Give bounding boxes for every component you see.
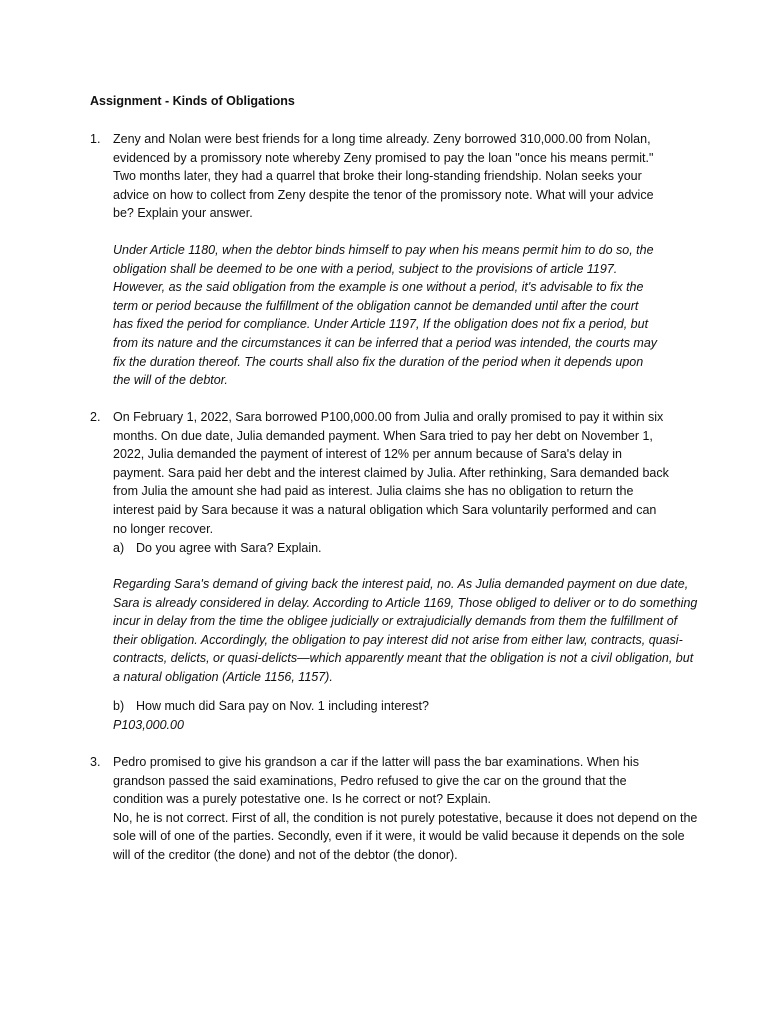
answer-2a-line: their obligation. Accordingly, the obligation to pay interest did not arise from either law, contracts, quasi- [113,632,683,647]
answer-2a-line: incur in delay from the time the obligee judicially or extrajudicially demands from them the fulfillment of [113,614,678,629]
question-2-line: months. On due date, Julia demanded payment. When Sara tried to pay her debt on November 1, [113,428,653,443]
sub-question-a-text: Do you agree with Sara? Explain. [136,541,322,555]
answer-2a-line: contracts, delicts, or quasi-delicts—which apparently meant that the obligation is not a civil obligation, but [113,651,694,666]
answer-1-line: has fixed the period for compliance. Under Article 1197, If the obligation does not fix a period, but [113,317,649,332]
question-3-line: condition was a purely potestative one. Is he correct or not? Explain. [113,792,491,807]
question-2-line: On February 1, 2022, Sara borrowed P100,000.00 from Julia and orally promised to pay it within six [113,410,664,424]
answer-3-line: sole will of one of the parties. Secondly, even if it were, it would be valid because it depends on the sole [113,829,685,844]
question-2-line: payment. Sara paid her debt and the interest claimed by Julia. After rethinking, Sara demanded back [113,465,669,480]
answer-1-line: obligation shall be deemed to be one with a period, subject to the provisions of article 1197. [113,261,618,276]
question-1-line: evidenced by a promissory note whereby Zeny promised to pay the loan "once his means permit." [113,150,654,165]
question-1-line: be? Explain your answer. [113,206,253,221]
answer-1-line: the will of the debtor. [113,373,228,388]
answer-3-line: No, he is not correct. First of all, the condition is not purely potestative, because it does not depend on the [113,810,698,825]
answer-1-line: term or period because the fulfillment of the obligation cannot be demanded until after the court [113,298,639,313]
answer-2a-line: Regarding Sara's demand of giving back the interest paid, no. As Julia demanded payment on due date, [113,577,689,591]
answer-2a-text [113,575,713,687]
question-2-line: from Julia the amount she had paid as interest. Julia claims she has no obligation to return the [113,484,634,499]
question-2-line: interest paid by Sara because it was a natural obligation which Sara voluntarily performed and can [113,502,657,517]
question-2-text [113,408,713,538]
question-3-line: Pedro promised to give his grandson a car if the latter will pass the bar examinations. When his [113,755,639,769]
answer-2a-line: a natural obligation (Article 1156, 1157). [113,669,333,684]
answer-2a-line: Sara is already considered in delay. According to Article 1169, Those obliged to deliver or to do something [113,595,698,610]
question-1-line: advice on how to collect from Zeny despite the tenor of the promissory note. What will your advice [113,187,654,202]
question-1-line: Two months later, they had a quarrel that broke their long-standing friendship. Nolan seeks your [113,169,642,184]
answer-1-line: However, as the said obligation from the example is one without a period, it's advisable to fix the [113,280,644,295]
answer-1-line: Under Article 1180, when the debtor binds himself to pay when his means permit him to do so, the [113,243,654,257]
answer-3-line: will of the creditor (the done) and not of the debtor (the donor). [113,847,458,862]
sub-question-b-label: b) [113,699,125,713]
question-1-number: 1. [90,132,101,146]
question-2-line: 2022, Julia demanded the payment of interest of 12% per annum because of Sara's delay in [113,447,622,462]
question-1-text [113,130,713,223]
question-2-line: no longer recover. [113,521,214,536]
question-1-line: Zeny and Nolan were best friends for a long time already. Zeny borrowed 310,000.00 from Nolan, [113,132,651,146]
question-3-number: 3. [90,755,101,769]
answer-1-line: fix the duration thereof. The courts shall also fix the duration of the period when it depends upon [113,354,644,369]
answer-1-text [113,241,713,390]
question-2-number: 2. [90,410,101,424]
sub-question-a-label: a) [113,541,125,555]
sub-question-b-text: How much did Sara pay on Nov. 1 including interest? [136,699,429,713]
answer-1-line: from its nature and the circumstances it can be inferred that a period was intended, the courts may [113,335,658,350]
answer-2b-text: P103,000.00 [113,718,184,732]
question-3-text [113,753,713,865]
question-3-line: grandson passed the said examinations, Pedro refused to give the car on the ground that the [113,773,627,788]
document-title: Assignment - Kinds of Obligations [90,94,295,108]
